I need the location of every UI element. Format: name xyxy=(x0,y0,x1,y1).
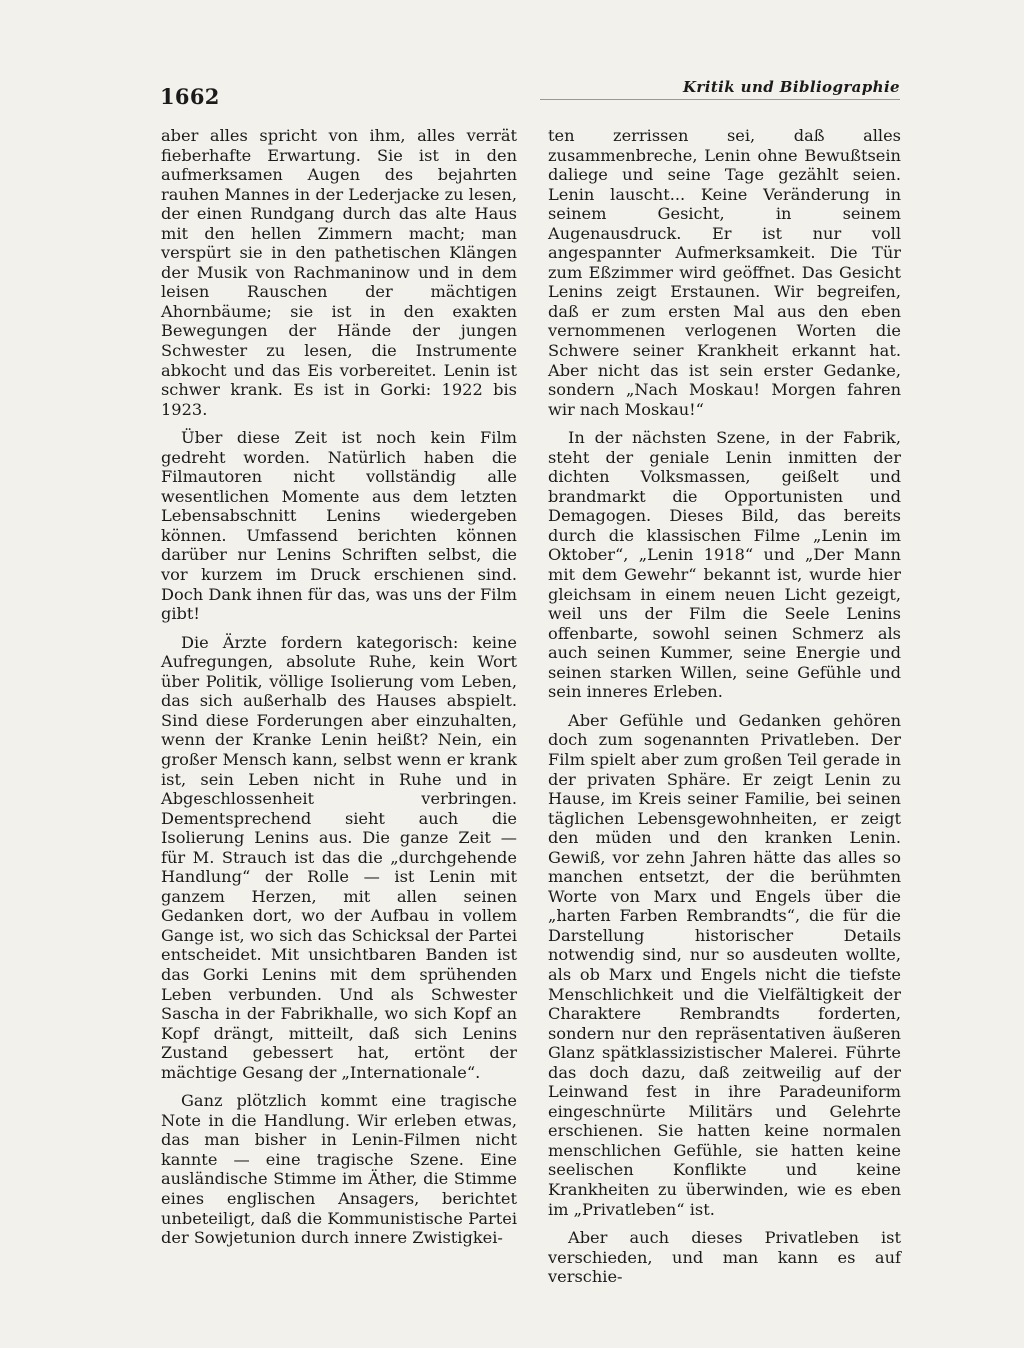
paragraph: Ganz plötzlich kommt eine tragische Note in die Handlung. Wir erleben etwas, das man bisher in Lenin-Filmen nicht kannte — eine tragische Szene. Eine ausländische Stimme im Äther, die Stimme eines englischen Ansagers, berichtet unbeteiligt, daß die Kommunistische Partei der Sowjetunion durch innere Zwistigkei- xyxy=(161,1091,517,1248)
running-title: Kritik und Bibliographie xyxy=(682,78,900,96)
left-column xyxy=(161,126,517,1257)
page-number: 1662 xyxy=(160,84,220,109)
right-column xyxy=(548,126,901,1296)
paragraph: Aber Gefühle und Gedanken gehören doch zum sogenannten Privatleben. Der Film spielt aber zum großen Teil gerade in der privaten Sphäre. Er zeigt Lenin zu Hause, im Kreis seiner Familie, bei seinen täglichen Lebensgewohnheiten, er zeigt den müden und den kranken Lenin. Gewiß, vor zehn Jahren hätte das alles so manchen entsetzt, der die berühmten Worte von Marx und Engels über die „harten Farben Rembrandts“, die für die Darstellung historischer Details notwendig sind, nur so ausdeuten wollte, als ob Marx und Engels nicht die tiefste Menschlichkeit und die Vielfältigkeit der Charaktere Rembrandts forderten, sondern nur den repräsentativen äußeren Glanz spätklassizistischer Malerei. Führte das doch dazu, daß zeitweilig auf der Leinwand fest in ihre Paradeuniform eingeschnürte Militärs und Gelehrte erschienen. Sie hatten keine normalen menschlichen Gefühle, sie hatten keine seelischen Konflikte und keine Krankheiten zu überwinden, wie es eben im „Privatleben“ ist. xyxy=(548,710,901,1219)
paragraph: Aber auch dieses Privatleben ist verschieden, und man kann es auf verschie- xyxy=(548,1228,901,1287)
paragraph: ten zerrissen sei, daß alles zusammenbreche, Lenin ohne Bewußtsein daliege und seine Tage gezählt seien. Lenin lauscht... Keine Veränderung in seinem Gesicht, in seinem Augenausdruck. Er ist nur voll angespannter Aufmerksamkeit. Die Tür zum Eßzimmer wird geöffnet. Das Gesicht Lenins zeigt Erstaunen. Wir begreifen, daß er zum ersten Mal aus den eben vernommenen verlogenen Worten die Schwere seiner Krankheit erkannt hat. Aber nicht das ist sein erster Gedanke, sondern „Nach Moskau! Morgen fahren wir nach Moskau!“ xyxy=(548,126,901,419)
header-rule xyxy=(540,99,900,100)
paragraph: In der nächsten Szene, in der Fabrik, steht der geniale Lenin inmitten der dichten Volksmassen, geißelt und brandmarkt die Opportunisten und Demagogen. Dieses Bild, das bereits durch die klassischen Filme „Lenin im Oktober“, „Lenin 1918“ und „Der Mann mit dem Gewehr“ bekannt ist, wurde hier gleichsam in einem neuen Licht gezeigt, weil uns der Film die Seele Lenins offenbarte, sowohl seinen Schmerz als auch seinen Kummer, seine Energie und seinen starken Willen, seine Gefühle und sein inneres Erleben. xyxy=(548,428,901,702)
paragraph: Über diese Zeit ist noch kein Film gedreht worden. Natürlich haben die Filmautoren nicht vollständig alle wesentlichen Momente aus dem letzten Lebensabschnitt Lenins wiedergeben können. Umfassend berichten können darüber nur Lenins Schriften selbst, die vor kurzem im Druck erschienen sind. Doch Dank ihnen für das, was uns der Film gibt! xyxy=(161,428,517,624)
paragraph: aber alles spricht von ihm, alles verrät fieberhafte Erwartung. Sie ist in den aufmerksamen Augen des bejahrten rauhen Mannes in der Lederjacke zu lesen, der einen Rundgang durch das alte Haus mit den hellen Zimmern macht; man verspürt sie in den pathetischen Klängen der Musik von Rachmaninow und in dem leisen Rauschen der mächtigen Ahornbäume; sie ist in den exakten Bewegungen der Hände der jungen Schwester zu lesen, die Instrumente abkocht und das Eis vorbereitet. Lenin ist schwer krank. Es ist in Gorki: 1922 bis 1923. xyxy=(161,126,517,419)
paragraph: Die Ärzte fordern kategorisch: keine Aufregungen, absolute Ruhe, kein Wort über Politik, völlige Isolierung vom Leben, das sich außerhalb des Hauses abspielt. Sind diese Forderungen aber einzuhalten, wenn der Kranke Lenin heißt? Nein, ein großer Mensch kann, selbst wenn er krank ist, sein Leben nicht in Ruhe und in Abgeschlossenheit verbringen. Dementsprechend sieht auch die Isolierung Lenins aus. Die ganze Zeit — für M. Strauch ist das die „durchgehende Handlung“ der Rolle — ist Lenin mit ganzem Herzen, mit allen seinen Gedanken dort, wo der Aufbau in vollem Gange ist, wo sich das Schicksal der Partei entscheidet. Mit unsichtbaren Banden ist das Gorki Lenins mit dem sprühenden Leben verbunden. Und als Schwester Sascha in der Fabrikhalle, wo sich Kopf an Kopf drängt, mitteilt, daß sich Lenins Zustand gebessert hat, ertönt der mächtige Gesang der „Internationale“. xyxy=(161,632,517,1082)
